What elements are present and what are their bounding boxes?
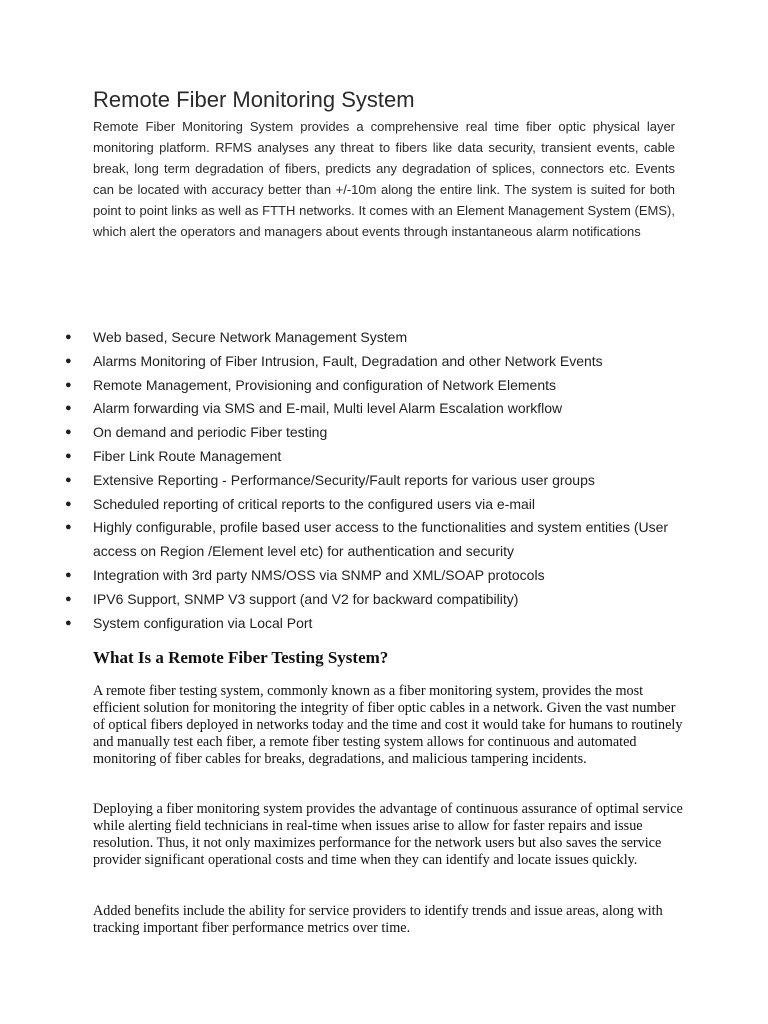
intro-paragraph: Remote Fiber Monitoring System provides a comprehensive real time fiber optic physical layer monitoring platform. RFMS analyses any threat to fibers like data security, transient events, cable break, long term degradation of fibers, predicts any degradation of splices, connectors etc. Events can be located with accuracy better than +/-10m along the entire link. The system is suited for both point to point links as well as FTTH networks. It comes with an Element Management System (EMS), which alert the operators and managers about events through instantaneous alarm notifications [93, 119, 675, 239]
list-item [0, 588, 768, 612]
body-paragraph: A remote fiber testing system, commonly known as a fiber monitoring system, provides the most efficient solution for monitoring the integrity of fiber optic cables in a network. Given the vast number of optical fibers deployed in networks today and the time and cost it would take for humans to routinely and manually test each fiber, a remote fiber testing system allows for continuous and automated monitoring of fiber cables for breaks, degradations, and malicious tampering incidents. [93, 683, 683, 767]
list-item [0, 612, 768, 636]
feature-text: Integration with 3rd party NMS/OSS via SNMP and XML/SOAP protocols [93, 566, 545, 583]
bullet-icon: ● [65, 449, 72, 462]
bullet-icon: ● [65, 521, 72, 534]
bullet-icon: ● [65, 473, 72, 486]
bullet-icon: ● [65, 616, 72, 629]
bullet-icon: ● [65, 568, 72, 581]
bullet-icon: ● [65, 378, 72, 391]
list-item [0, 445, 768, 469]
body-paragraph: Deploying a fiber monitoring system provides the advantage of continuous assurance of optimal service while alerting field technicians in real-time when issues arise to allow for faster repairs and issue resolution. Thus, it not only maximizes performance for the network users but also saves the service provider significant operational costs and time when they can identify and locate issues quickly. [93, 801, 683, 868]
list-item [0, 564, 768, 588]
body-paragraph: Added benefits include the ability for service providers to identify trends and issue areas, along with tracking important fiber performance metrics over time. [93, 903, 663, 936]
bullet-icon: ● [65, 497, 72, 510]
feature-text: IPV6 Support, SNMP V3 support (and V2 for backward compatibility) [93, 590, 519, 607]
list-item [0, 326, 768, 350]
feature-text: On demand and periodic Fiber testing [93, 424, 328, 441]
list-item [0, 469, 768, 493]
list-item [0, 397, 768, 421]
feature-text: Web based, Secure Network Management System [93, 329, 408, 345]
section-heading: What Is a Remote Fiber Testing System? [93, 648, 389, 667]
list-item [0, 350, 768, 374]
feature-text: Alarms Monitoring of Fiber Intrusion, Fault, Degradation and other Network Events [93, 352, 603, 369]
feature-text: Highly configurable, profile based user access to the functionalities and system entities (User access on Region /Element level etc) for authentication and security [93, 519, 669, 560]
list-item [0, 421, 768, 445]
bullet-icon: ● [65, 402, 72, 415]
bullet-icon: ● [65, 426, 72, 439]
bullet-icon: ● [65, 331, 72, 343]
list-item [0, 516, 768, 564]
feature-text: Scheduled reporting of critical reports to the configured users via e-mail [93, 495, 535, 512]
list-item [0, 374, 768, 398]
feature-text: Alarm forwarding via SMS and E-mail, Multi level Alarm Escalation workflow [93, 400, 563, 417]
feature-text: Fiber Link Route Management [93, 447, 282, 464]
list-item [0, 493, 768, 517]
bullet-icon: ● [65, 354, 72, 367]
feature-text: Extensive Reporting - Performance/Security/Fault reports for various user groups [93, 471, 595, 488]
bullet-icon: ● [65, 592, 72, 605]
feature-list [0, 326, 768, 635]
document-title: Remote Fiber Monitoring System [93, 87, 415, 112]
feature-text: System configuration via Local Port [93, 614, 313, 631]
feature-text: Remote Management, Provisioning and configuration of Network Elements [93, 376, 557, 393]
